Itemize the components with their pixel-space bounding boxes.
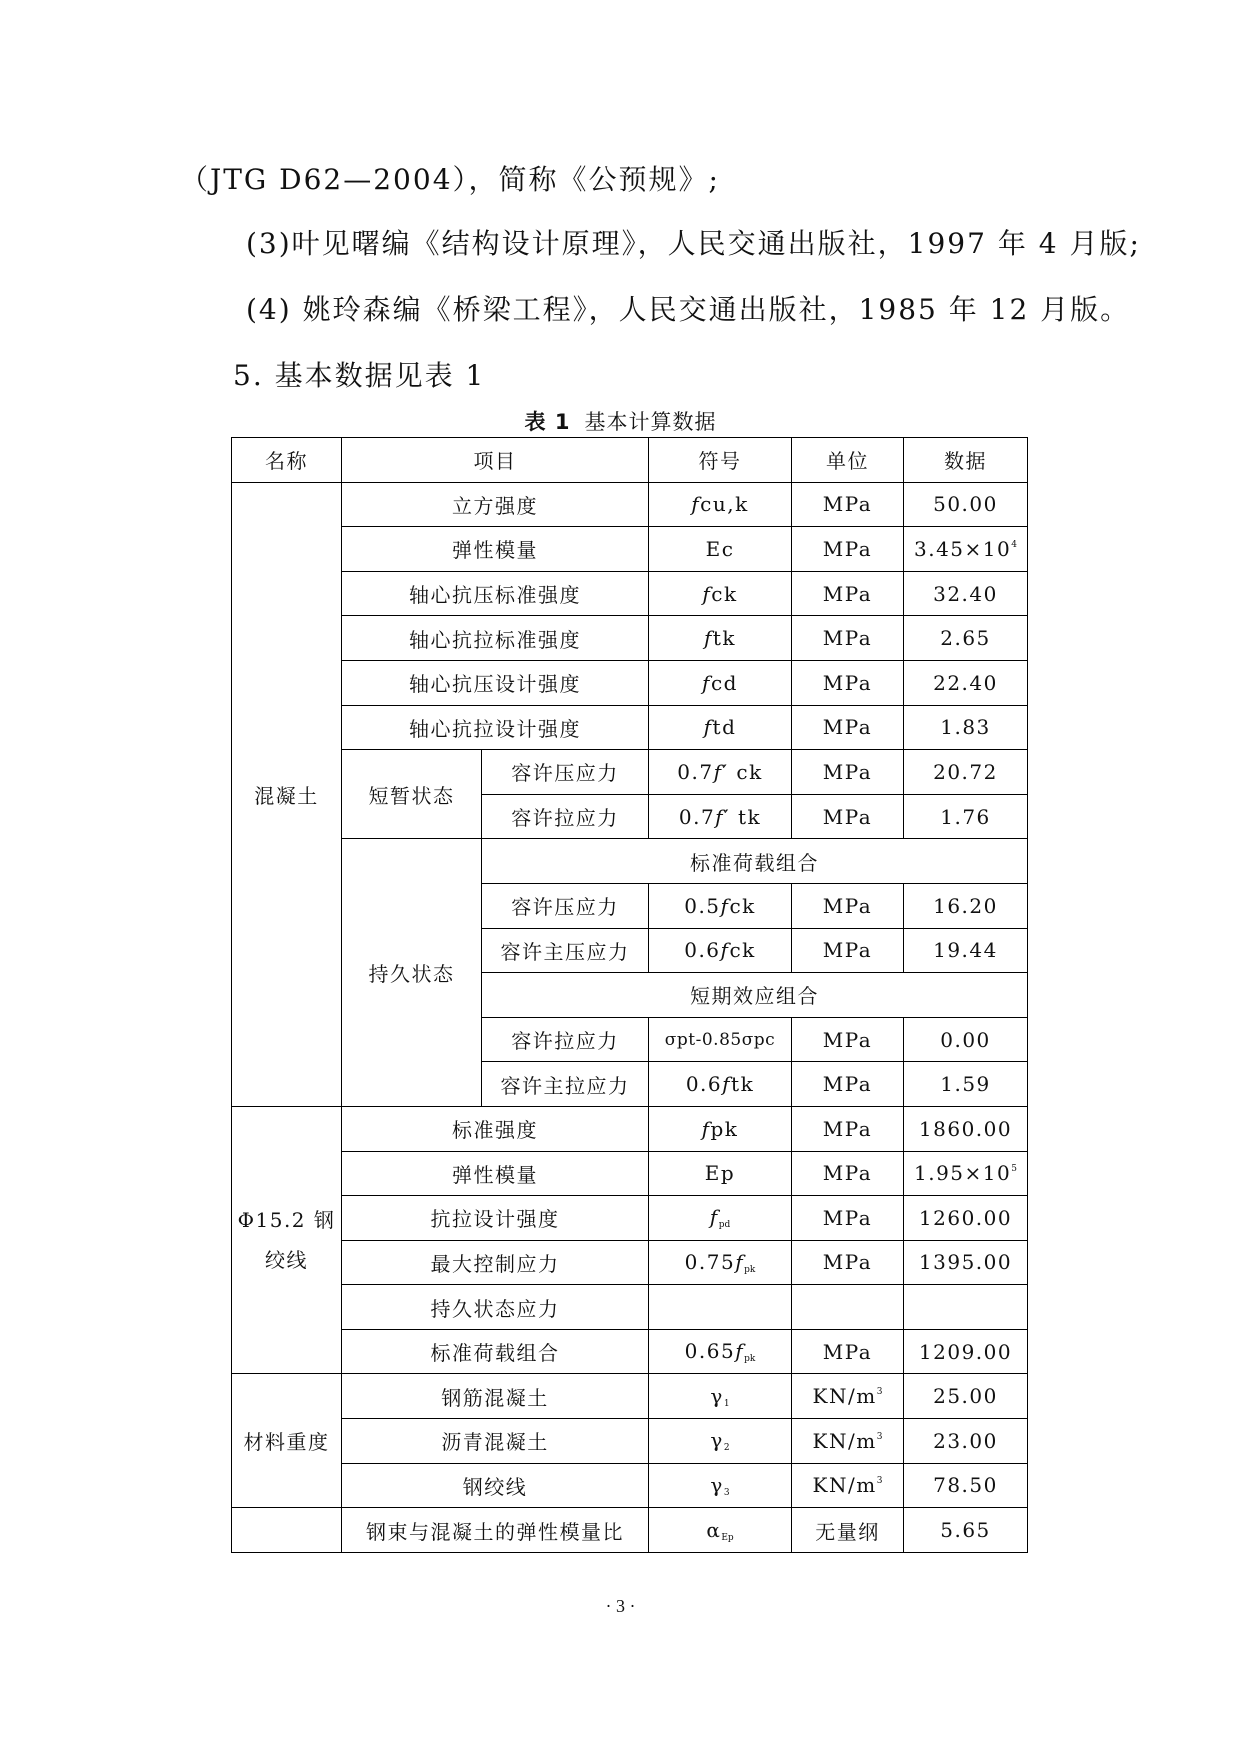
unit-base: KN/m [812, 1473, 877, 1498]
header-value: 数据 [904, 438, 1028, 483]
symbol-cell [649, 750, 792, 795]
symbol-subscript: Ep [721, 1532, 734, 1543]
unit-cell: MPa [792, 660, 904, 705]
subgroup-persistent: 持久状态 [342, 839, 482, 1107]
symbol-main: f [703, 626, 713, 651]
item-cell: 标准强度 [342, 1106, 649, 1151]
table-row [232, 705, 1028, 750]
value-cell: 2.65 [904, 616, 1028, 661]
table-row [232, 1285, 1028, 1330]
item-cell: 沥青混凝土 [342, 1419, 649, 1464]
symbol-subscript: pd [718, 1220, 731, 1231]
value-cell: 1209.00 [904, 1329, 1028, 1374]
value-cell: 1860.00 [904, 1106, 1028, 1151]
value-cell: 23.00 [904, 1419, 1028, 1464]
item-cell: 容许压应力 [482, 750, 649, 795]
symbol-subscript: pk [744, 1354, 756, 1365]
unit-exponent: 3 [876, 1431, 883, 1442]
group-concrete: 混凝土 [232, 482, 342, 1106]
value-cell: 16.20 [904, 883, 1028, 928]
table-header-row [232, 438, 1028, 483]
symbol-prefix: 0.7 [678, 804, 716, 829]
subgroup-transient: 短暂状态 [342, 750, 482, 839]
unit-cell: MPa [792, 1151, 904, 1196]
table-caption-number: 表 1 [524, 410, 571, 434]
symbol-cell [649, 571, 792, 616]
symbol-main: f [691, 492, 701, 517]
symbol-cell [649, 928, 792, 973]
group-strand: Φ15.2 钢绞线 [232, 1106, 342, 1374]
symbol-cell [649, 883, 792, 928]
item-cell: 容许主压应力 [482, 928, 649, 973]
value-cell: 1.83 [904, 705, 1028, 750]
value-cell: 1395.00 [904, 1240, 1028, 1285]
unit-cell: MPa [792, 928, 904, 973]
symbol-rest: ′ tk [724, 804, 762, 829]
value-cell: 32.40 [904, 571, 1028, 616]
value-base: 3.45×10 [914, 536, 1012, 561]
symbol-cell [649, 1419, 792, 1464]
header-unit: 单位 [792, 438, 904, 483]
unit-cell: MPa [792, 571, 904, 616]
unit-cell: MPa [792, 1196, 904, 1241]
symbol-cell [649, 1106, 792, 1151]
unit-cell: MPa [792, 1062, 904, 1107]
symbol-cell [649, 1285, 792, 1330]
unit-exponent: 3 [876, 1387, 883, 1398]
symbol-cell [649, 705, 792, 750]
item-cell: 抗拉设计强度 [342, 1196, 649, 1241]
item-cell: 轴心抗压标准强度 [342, 571, 649, 616]
unit-cell [792, 1419, 904, 1464]
section-heading: 5. 基本数据见表 1 [233, 359, 486, 392]
symbol-cell: σpt-0.85σpc [649, 1017, 792, 1062]
symbol-rest: cu,k [700, 492, 749, 517]
group-weight: 材料重度 [232, 1374, 342, 1508]
value-cell: 0.00 [904, 1017, 1028, 1062]
symbol-cell: Ep [649, 1151, 792, 1196]
table-row [232, 750, 1028, 795]
value-exponent: 4 [1011, 539, 1017, 550]
symbol-main: f [713, 759, 723, 784]
reference-paragraph-3: (4) 姚玲森编《桥梁工程》，人民交通出版社，1985 年 12 月版。 [246, 293, 1131, 326]
table-row [232, 839, 1028, 884]
header-name: 名称 [232, 438, 342, 483]
unit-cell: MPa [792, 705, 904, 750]
item-cell: 钢绞线 [342, 1463, 649, 1508]
item-cell: 最大控制应力 [342, 1240, 649, 1285]
item-cell: 弹性模量 [342, 527, 649, 572]
value-base: 1.95×10 [914, 1161, 1012, 1186]
symbol-rest: td [712, 715, 737, 740]
symbol-cell [649, 616, 792, 661]
symbol-cell: Ec [649, 527, 792, 572]
symbol-cell [649, 1196, 792, 1241]
reference-paragraph-1: （JTG D62—2004），简称《公预规》; [180, 163, 720, 196]
table-row [232, 1419, 1028, 1464]
unit-cell [792, 1463, 904, 1508]
unit-cell [792, 1374, 904, 1419]
value-cell: 50.00 [904, 482, 1028, 527]
table-caption-title: 基本计算数据 [584, 410, 717, 434]
symbol-cell [649, 794, 792, 839]
symbol-main: f [715, 804, 725, 829]
reference-paragraph-2: (3)叶见曙编《结构设计原理》，人民交通出版社，1997 年 4 月版; [246, 227, 1141, 260]
basic-data-table [231, 437, 1028, 1553]
table-row [232, 1151, 1028, 1196]
symbol-rest: tk [712, 626, 737, 651]
symbol-prefix: 0.75 [684, 1249, 736, 1274]
symbol-main: f [735, 1249, 745, 1274]
symbol-cell [649, 1374, 792, 1419]
item-cell: 立方强度 [342, 482, 649, 527]
symbol-cell [649, 1508, 792, 1553]
unit-cell: MPa [792, 794, 904, 839]
symbol-rest: ck [729, 893, 756, 918]
symbol-subscript: 2 [723, 1443, 730, 1454]
table-row [232, 616, 1028, 661]
item-cell: 轴心抗拉标准强度 [342, 616, 649, 661]
symbol-main: f [720, 893, 730, 918]
table-row [232, 1329, 1028, 1374]
unit-cell: MPa [792, 1106, 904, 1151]
value-cell: 20.72 [904, 750, 1028, 795]
value-cell: 19.44 [904, 928, 1028, 973]
value-exponent: 5 [1011, 1164, 1017, 1175]
table-row [232, 1240, 1028, 1285]
item-cell: 容许主拉应力 [482, 1062, 649, 1107]
table-caption [0, 406, 1241, 436]
unit-cell [792, 1285, 904, 1330]
symbol-cell [649, 1463, 792, 1508]
page-number: · 3 · [605, 1596, 636, 1616]
symbol-cell [649, 660, 792, 705]
unit-base: KN/m [812, 1428, 877, 1453]
combo-label-standard: 标准荷载组合 [482, 839, 1028, 884]
symbol-prefix: 0.6 [684, 938, 721, 963]
item-cell: 弹性模量 [342, 1151, 649, 1196]
symbol-main: f [735, 1339, 745, 1364]
symbol-main: α [706, 1517, 722, 1542]
unit-cell: MPa [792, 1240, 904, 1285]
symbol-prefix: 0.7 [677, 759, 714, 784]
symbol-subscript: 3 [723, 1487, 730, 1498]
table-row [232, 660, 1028, 705]
item-cell: 标准荷载组合 [342, 1329, 649, 1374]
value-cell [904, 1285, 1028, 1330]
unit-cell: MPa [792, 1017, 904, 1062]
symbol-rest: tk [731, 1072, 755, 1097]
value-cell [904, 1151, 1028, 1196]
symbol-cell [649, 1062, 792, 1107]
header-symbol: 符号 [649, 438, 792, 483]
item-cell: 容许拉应力 [482, 1017, 649, 1062]
symbol-main: f [709, 1205, 719, 1230]
symbol-main: f [703, 715, 713, 740]
symbol-prefix: 0.5 [684, 893, 721, 918]
symbol-subscript: pk [744, 1264, 756, 1275]
symbol-prefix: 0.65 [684, 1339, 736, 1364]
item-cell: 容许拉应力 [482, 794, 649, 839]
unit-exponent: 3 [876, 1476, 883, 1487]
item-cell: 容许压应力 [482, 883, 649, 928]
symbol-cell [649, 482, 792, 527]
symbol-main: f [722, 1072, 732, 1097]
symbol-rest: ck [729, 938, 756, 963]
table-row [232, 1196, 1028, 1241]
value-cell: 78.50 [904, 1463, 1028, 1508]
table-row [232, 527, 1028, 572]
value-cell: 25.00 [904, 1374, 1028, 1419]
item-cell: 持久状态应力 [342, 1285, 649, 1330]
symbol-main: f [701, 1116, 711, 1141]
symbol-rest: cd [710, 670, 738, 695]
symbol-prefix: 0.6 [685, 1072, 723, 1097]
symbol-cell [649, 1329, 792, 1374]
symbol-rest: ′ ck [722, 759, 763, 784]
symbol-main: γ [710, 1472, 724, 1497]
value-cell: 1260.00 [904, 1196, 1028, 1241]
unit-cell: MPa [792, 1329, 904, 1374]
value-cell [904, 527, 1028, 572]
value-cell: 22.40 [904, 660, 1028, 705]
symbol-main: γ [710, 1428, 724, 1453]
unit-cell: MPa [792, 527, 904, 572]
combo-label-short-term: 短期效应组合 [482, 973, 1028, 1018]
unit-cell: MPa [792, 482, 904, 527]
symbol-main: γ [710, 1383, 724, 1408]
item-cell: 轴心抗拉设计强度 [342, 705, 649, 750]
table-row [232, 571, 1028, 616]
symbol-main: f [702, 670, 711, 695]
table-row [232, 1106, 1028, 1151]
value-cell: 1.76 [904, 794, 1028, 839]
symbol-rest: pk [710, 1116, 739, 1141]
unit-cell: MPa [792, 750, 904, 795]
table-row [232, 482, 1028, 527]
unit-cell: MPa [792, 616, 904, 661]
value-cell: 5.65 [904, 1508, 1028, 1553]
item-cell: 钢筋混凝土 [342, 1374, 649, 1419]
symbol-main: f [702, 581, 712, 606]
unit-cell: MPa [792, 883, 904, 928]
symbol-cell [649, 1240, 792, 1285]
item-cell: 钢束与混凝土的弹性模量比 [342, 1508, 649, 1553]
group-empty [232, 1508, 342, 1553]
symbol-subscript: 1 [723, 1398, 730, 1409]
table-row [232, 1508, 1028, 1553]
unit-cell: 无量纲 [792, 1508, 904, 1553]
item-cell: 轴心抗压设计强度 [342, 660, 649, 705]
table-row [232, 1374, 1028, 1419]
symbol-main: f [720, 938, 730, 963]
header-item: 项目 [342, 438, 649, 483]
symbol-rest: ck [711, 581, 738, 606]
value-cell: 1.59 [904, 1062, 1028, 1107]
unit-base: KN/m [812, 1384, 877, 1409]
table-row [232, 1463, 1028, 1508]
